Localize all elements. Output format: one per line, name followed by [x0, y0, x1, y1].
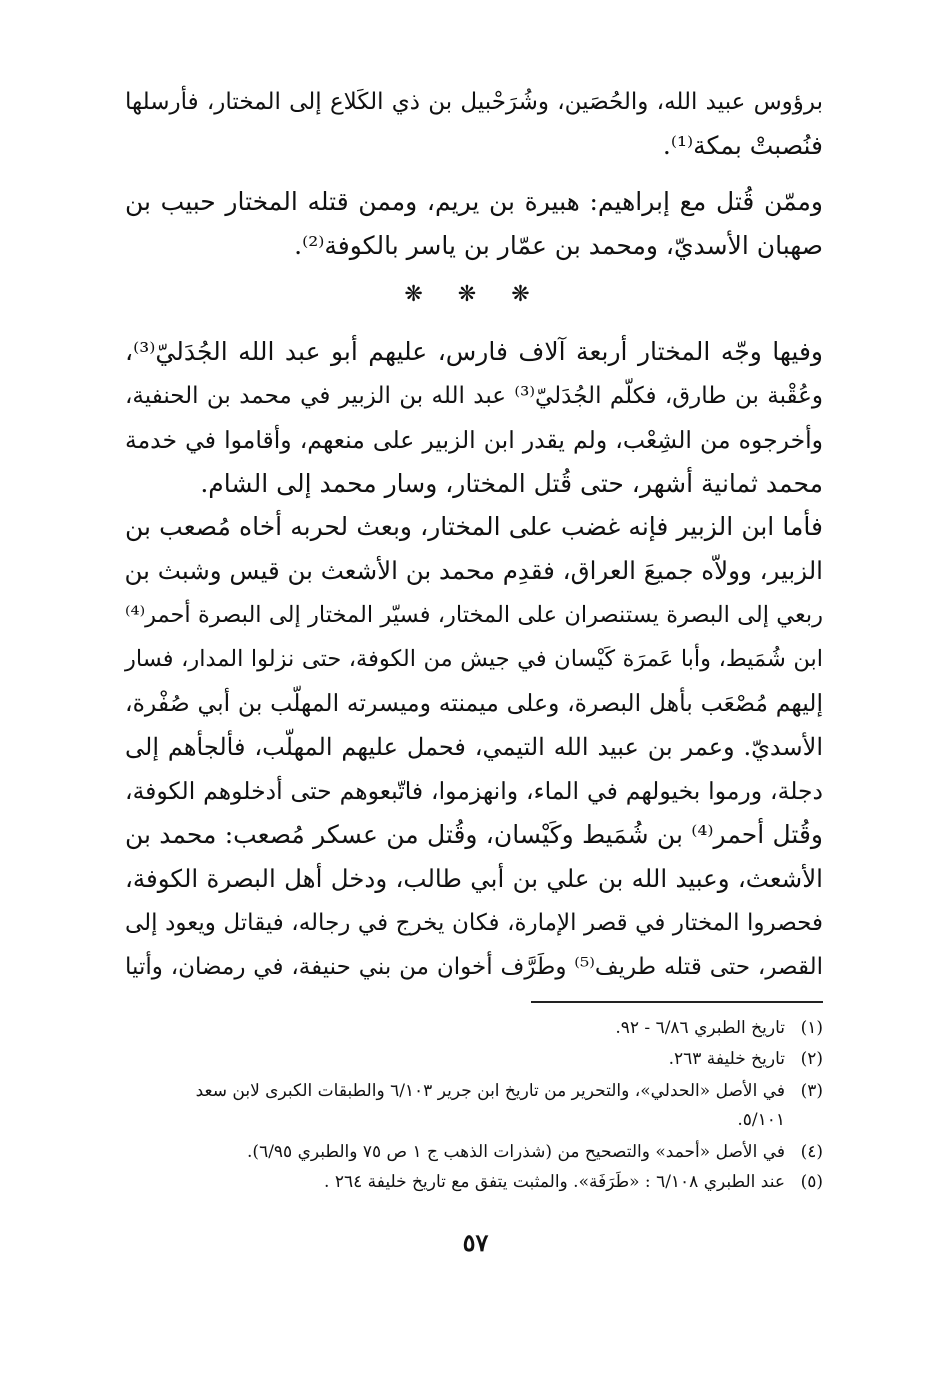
text-line: وعُقْبة بن طارق، فكلّم الجُدَليّ⁽³⁾ عبد الله بن الزبير في محمد بن الحنفية،	[125, 383, 824, 409]
text-line: صهبان الأسديّ، ومحمد بن عمّار بن ياسر بالكوفة⁽²⁾.	[294, 231, 823, 260]
text-line: الزبير، وولاّه جميعَ العراق، فقدِم محمد بن الأشعث بن قيس وشبث بن	[124, 556, 823, 585]
text-line: إليهم مُصْعَب بأهل البصرة، وعلى ميمنته وميسرته المهلّب بن أبي صُفْرة،	[125, 689, 823, 717]
footnote-divider	[531, 1001, 823, 1003]
text-line: وممّن قُتل مع إبراهيم: هبيرة بن يريم، وممن قتله المختار حبيب بن	[125, 187, 823, 216]
footnote-text: ٥/١٠١.	[737, 1110, 785, 1130]
footnote-text: في الأصل «الحدلي»، والتحرير من تاريخ ابن جرير ٦/١٠٣ والطبقات الكبرى لابن سعد	[195, 1081, 785, 1101]
text-line: القصر، حتى قتله طريف⁽⁵⁾ وطَرَّف أخوان من بني حنيفة، في رمضان، وأتيا	[125, 954, 824, 980]
footnote-4	[125, 1138, 823, 1166]
footnote-1	[125, 1014, 823, 1042]
footnote-number: (٢)	[800, 1049, 823, 1069]
text-line: وأخرجوه من الشِعْب، ولم يقدر ابن الزبير على منعهم، وأقاموا في خدمة	[125, 426, 823, 454]
text-line: فحصروا المختار في قصر الإمارة، فكان يخرج في رجاله، فيقاتل ويعود إلى	[125, 910, 823, 936]
page-number: ٥٧	[462, 1228, 489, 1257]
footnote-text: في الأصل «أحمد» والتصحيح من (شذرات الذهب ج ١ ص ٧٥ والطبري ٦/٩٥).	[247, 1142, 785, 1162]
footnote-number: (٤)	[800, 1142, 823, 1162]
text-line: برؤوس عبيد الله، والحُصَين، وشُرَحْبيل بن ذي الكَلاع إلى المختار، فأرسلها	[125, 89, 823, 115]
footnote-2	[125, 1045, 823, 1073]
footnote-3-continued	[125, 1106, 823, 1134]
footnote-number: (٣)	[800, 1081, 823, 1101]
footnote-number: (١)	[800, 1018, 823, 1038]
footnote-text: تاريخ خليفة ٢٦٣.	[668, 1049, 785, 1069]
text-line: فنُصبتْ بمكة⁽¹⁾.	[662, 131, 823, 160]
footnote-number: (٥)	[800, 1172, 823, 1192]
text-line: محمد ثمانية أشهر، حتى قُتل المختار، وسار محمد إلى الشام.	[200, 469, 823, 498]
text-line: فأما ابن الزبير فإنه غضب على المختار، وبعث لحربه أخاه مُصعب بن	[125, 512, 823, 541]
section-separator: ❋ ❋ ❋	[404, 282, 544, 307]
text-line: الأسديّ. وعمر بن عبيد الله التيمي، فحمل عليهم المهلّب، فألجأهم إلى	[125, 733, 823, 761]
text-line: دجلة، ورموا بخيولهم في الماء، وانهزموا، فاتّبعوهم حتى أدخلوهم الكوفة،	[125, 777, 823, 805]
text-line: الأشعث، وعبيد الله بن علي بن أبي طالب، ودخل أهل البصرة الكوفة،	[125, 864, 823, 893]
footnote-text: عند الطبري ٦/١٠٨ : «طَرَفَة». والمثبت يتفق مع تاريخ خليفة ٢٦٤ .	[324, 1172, 785, 1192]
footnote-5	[125, 1168, 823, 1196]
text-line: وفيها وجّه المختار أربعة آلاف فارس، عليهم أبو عبد الله الجُدَليّ⁽³⁾،	[125, 337, 823, 366]
text-line: ابن شُمَيط، وأبا عَمرَة كَيْسان في جيش من الكوفة، حتى نزلوا المدار، فسار	[125, 646, 823, 672]
footnote-text: تاريخ الطبري ٦/٨٦ - ٩٢.	[615, 1018, 785, 1038]
text-line: ربعي إلى البصرة يستنصران على المختار، فسيّر المختار إلى البصرة أحمر⁽⁴⁾	[125, 602, 823, 628]
footnote-3	[125, 1077, 823, 1105]
text-line: وقُتل أحمر⁽⁴⁾ بن شُمَيط وكَيْسان، وقُتل من عسكر مُصعب: محمد بن	[125, 820, 823, 849]
